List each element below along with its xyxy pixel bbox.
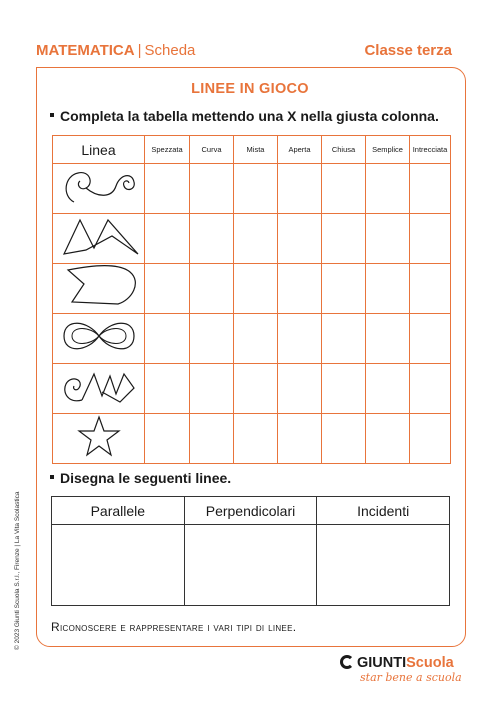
drawing-row bbox=[52, 525, 450, 606]
table-row bbox=[53, 164, 451, 214]
answer-cell[interactable] bbox=[278, 214, 322, 264]
answer-cell[interactable] bbox=[234, 414, 278, 464]
answer-cell[interactable] bbox=[145, 314, 190, 364]
drawing-table bbox=[51, 496, 450, 606]
grade-label: Classe terza bbox=[364, 42, 452, 59]
brand-tagline: star bene a scuola bbox=[360, 671, 462, 684]
answer-cell[interactable] bbox=[234, 214, 278, 264]
answer-cell[interactable] bbox=[366, 414, 410, 464]
shape-cell bbox=[53, 214, 145, 264]
answer-cell[interactable] bbox=[190, 364, 234, 414]
table-row bbox=[53, 414, 451, 464]
answer-cell[interactable] bbox=[190, 164, 234, 214]
answer-cell[interactable] bbox=[366, 264, 410, 314]
shape-cell bbox=[53, 314, 145, 364]
answer-cell[interactable] bbox=[366, 164, 410, 214]
shape-cell bbox=[53, 164, 145, 214]
answer-cell[interactable] bbox=[234, 264, 278, 314]
spiral-line-icon bbox=[58, 164, 140, 208]
answer-cell[interactable] bbox=[278, 164, 322, 214]
drawing-header-row bbox=[52, 497, 450, 525]
answer-cell[interactable] bbox=[145, 164, 190, 214]
brand-part-1: GIUNTI bbox=[357, 655, 407, 671]
brand-name bbox=[340, 655, 462, 671]
column-header: Aperta bbox=[278, 136, 322, 164]
answer-cell[interactable] bbox=[366, 314, 410, 364]
worksheet-title: LINEE IN GIOCO bbox=[191, 81, 309, 97]
table-row bbox=[53, 214, 451, 264]
bullet-icon bbox=[50, 475, 54, 479]
column-header: Semplice bbox=[366, 136, 410, 164]
table-row bbox=[53, 364, 451, 414]
answer-cell[interactable] bbox=[366, 364, 410, 414]
drawing-column-header: Parallele bbox=[52, 497, 185, 525]
brand-part-2: Scuola bbox=[406, 655, 454, 671]
answer-cell[interactable] bbox=[410, 364, 451, 414]
instruction-1 bbox=[50, 108, 439, 124]
header-subject bbox=[36, 42, 195, 59]
star-icon bbox=[58, 414, 140, 458]
answer-cell[interactable] bbox=[366, 214, 410, 264]
answer-cell[interactable] bbox=[234, 164, 278, 214]
answer-cell[interactable] bbox=[145, 414, 190, 464]
shape-cell bbox=[53, 264, 145, 314]
publisher-logo bbox=[340, 655, 462, 684]
table-header-row bbox=[53, 136, 451, 164]
answer-cell[interactable] bbox=[410, 314, 451, 364]
zigzag-closed-line-icon bbox=[58, 214, 140, 258]
answer-cell[interactable] bbox=[278, 364, 322, 414]
column-header-linea: Linea bbox=[53, 136, 145, 164]
table-row bbox=[53, 264, 451, 314]
figure-eight-line-icon bbox=[58, 314, 140, 358]
answer-cell[interactable] bbox=[322, 214, 366, 264]
bullet-icon bbox=[50, 113, 54, 117]
answer-cell[interactable] bbox=[145, 264, 190, 314]
table-row bbox=[53, 314, 451, 364]
answer-cell[interactable] bbox=[190, 314, 234, 364]
instruction-1-text: Completa la tabella mettendo una X nella giusta colonna. bbox=[60, 108, 439, 124]
answer-cell[interactable] bbox=[322, 414, 366, 464]
answer-cell[interactable] bbox=[322, 364, 366, 414]
learning-objective: Riconoscere e rappresentare i vari tipi di linee. bbox=[51, 620, 297, 634]
copyright-notice: © 2023 Giunti Scuola S.r.l., Firenze | La Vita Scolastica bbox=[14, 491, 21, 650]
column-header: Curva bbox=[190, 136, 234, 164]
answer-cell[interactable] bbox=[278, 414, 322, 464]
mixed-closed-line-icon bbox=[58, 264, 140, 308]
answer-cell[interactable] bbox=[322, 314, 366, 364]
answer-cell[interactable] bbox=[410, 264, 451, 314]
column-header: Mista bbox=[234, 136, 278, 164]
shape-cell bbox=[53, 364, 145, 414]
column-header: Chiusa bbox=[322, 136, 366, 164]
drawing-area-incidenti[interactable] bbox=[317, 525, 450, 606]
answer-cell[interactable] bbox=[410, 164, 451, 214]
drawing-area-parallele[interactable] bbox=[52, 525, 185, 606]
answer-cell[interactable] bbox=[278, 264, 322, 314]
answer-cell[interactable] bbox=[145, 364, 190, 414]
shape-cell bbox=[53, 414, 145, 464]
header-separator: | bbox=[137, 42, 142, 59]
answer-cell[interactable] bbox=[234, 314, 278, 364]
giunti-g-icon bbox=[340, 655, 354, 669]
answer-cell[interactable] bbox=[278, 314, 322, 364]
drawing-column-header: Incidenti bbox=[317, 497, 450, 525]
answer-cell[interactable] bbox=[410, 214, 451, 264]
drawing-column-header: Perpendicolari bbox=[184, 497, 317, 525]
doc-type-label: Scheda bbox=[144, 42, 196, 59]
subject-label: MATEMATICA bbox=[36, 42, 135, 59]
instruction-2-text: Disegna le seguenti linee. bbox=[60, 470, 232, 486]
classification-table bbox=[52, 135, 451, 464]
answer-cell[interactable] bbox=[190, 214, 234, 264]
drawing-area-perpendicolari[interactable] bbox=[184, 525, 317, 606]
mixed-open-line-icon bbox=[58, 364, 140, 408]
answer-cell[interactable] bbox=[322, 264, 366, 314]
instruction-2 bbox=[50, 470, 231, 486]
answer-cell[interactable] bbox=[190, 264, 234, 314]
column-header: Intrecciata bbox=[410, 136, 451, 164]
answer-cell[interactable] bbox=[322, 164, 366, 214]
answer-cell[interactable] bbox=[145, 214, 190, 264]
answer-cell[interactable] bbox=[234, 364, 278, 414]
answer-cell[interactable] bbox=[410, 414, 451, 464]
column-header: Spezzata bbox=[145, 136, 190, 164]
answer-cell[interactable] bbox=[190, 414, 234, 464]
